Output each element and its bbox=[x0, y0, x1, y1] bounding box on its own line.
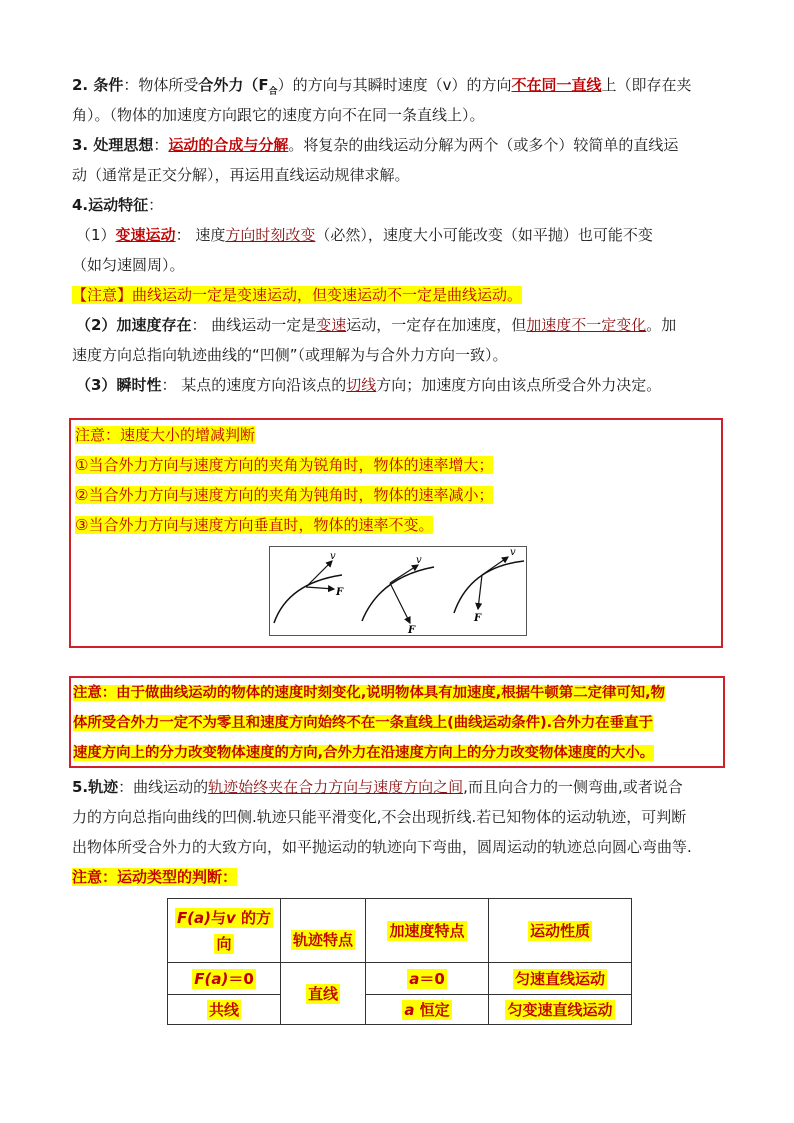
point-3-text-2: 方向；加速度方向由该点所受合外力决定。 bbox=[376, 376, 662, 394]
motion-type-table bbox=[167, 898, 632, 1025]
table-row bbox=[168, 963, 632, 995]
cell-force-zero: F(a)＝0 bbox=[168, 963, 281, 995]
point-1-term: 变速运动 bbox=[115, 226, 176, 244]
section-2-text: ：物体所受 bbox=[123, 76, 199, 94]
v-label-3: v bbox=[510, 547, 516, 558]
header-acceleration: 加速度特点 bbox=[366, 899, 489, 963]
point-3-number: （3） bbox=[76, 376, 117, 394]
point-1-colon: ： 速度 bbox=[175, 226, 226, 244]
box-2-line-3: 速度方向上的分力改变物体速度的方向,合外力在沿速度方向上的分力改变物体速度的大小。 bbox=[73, 745, 655, 761]
point-3-emphasis: 切线 bbox=[346, 376, 377, 394]
v-label-2: v bbox=[416, 555, 422, 566]
cell-acceleration-constant: a 恒定 bbox=[366, 995, 489, 1025]
section-3-colon: ： bbox=[153, 136, 169, 154]
force-arrow-1 bbox=[306, 587, 334, 589]
section-2-emphasis: 不在同一直线 bbox=[511, 76, 602, 94]
section-5-emphasis: 轨迹始终夹在合力方向与速度方向之间 bbox=[208, 778, 464, 796]
velocity-arrow-1 bbox=[306, 561, 332, 587]
point-3-term: 瞬时性 bbox=[116, 376, 162, 394]
point-2-text-2: 运动，一定存在加速度，但 bbox=[346, 316, 527, 334]
f-label-2: F bbox=[408, 625, 416, 635]
section-4-heading bbox=[72, 190, 728, 220]
f-label-1: F bbox=[336, 587, 344, 598]
acceleration-note-box bbox=[69, 676, 725, 768]
point-1-text: （必然），速度大小可能改变（如平抛）也可能不变 bbox=[315, 226, 653, 244]
section-2-line-1 bbox=[72, 70, 728, 100]
section-5-number: 5.轨迹 bbox=[72, 778, 119, 796]
header-direction: F(a)与v 的方 向 bbox=[168, 899, 281, 963]
point-2-text-3: 。加 bbox=[646, 316, 677, 334]
header-motion-nature: 运动性质 bbox=[489, 899, 632, 963]
force-arrow-3 bbox=[478, 575, 482, 609]
box-2-line-2: 体所受合外力一定不为零且和速度方向始终不在一条直线上(曲线运动条件).合外力在垂直于 bbox=[73, 715, 653, 731]
trajectory-curve-1 bbox=[274, 575, 342, 623]
velocity-arrow-2 bbox=[390, 565, 418, 583]
section-4-heading-text: 4.运动特征 bbox=[72, 196, 149, 214]
section-4-point-2 bbox=[72, 310, 728, 340]
section-4-note-text: 【注意】曲线运动一定是变速运动，但变速运动不一定是曲线运动。 bbox=[72, 286, 523, 304]
velocity-force-diagram bbox=[270, 547, 526, 635]
section-3-text: 。将复杂的曲线运动分解为两个（或多个）较简单的直线运 bbox=[288, 136, 679, 154]
section-5-note-text: 注意：运动类型的判断： bbox=[72, 868, 238, 886]
box-1-item-2: ②当合外力方向与速度方向的夹角为钝角时，物体的速率减小； bbox=[75, 486, 494, 504]
section-5-text-2: ,而且向合力的一侧弯曲,或者说合 bbox=[463, 778, 683, 796]
trajectory-curve-3 bbox=[454, 561, 524, 613]
section-2-text-3: 上（即存在夹 bbox=[601, 76, 692, 94]
section-4-point-3 bbox=[72, 370, 728, 400]
cell-acceleration-zero: a＝0 bbox=[366, 963, 489, 995]
section-2-number: 2. 条件 bbox=[72, 76, 124, 94]
force-arrow-2 bbox=[390, 583, 410, 623]
point-3-text-1: ： 某点的速度方向沿该点的 bbox=[161, 376, 347, 394]
section-5-line-1 bbox=[72, 772, 732, 802]
cell-collinear: 共线 bbox=[168, 995, 281, 1025]
table-row bbox=[168, 995, 632, 1025]
section-4-point-1 bbox=[72, 220, 728, 250]
trajectory-curve-2 bbox=[362, 567, 434, 621]
box-1-item-3: ③当合外力方向与速度方向垂直时，物体的速率不变。 bbox=[75, 516, 434, 534]
section-3-line-2: 动（通常是正交分解），再运用直线运动规律求解。 bbox=[72, 166, 410, 184]
box-2-line-1: 注意：由于做曲线运动的物体的速度时刻变化,说明物体具有加速度,根据牛顿第二定律可知,物 bbox=[73, 685, 666, 701]
point-2-text-1: ： 曲线运动一定是 bbox=[191, 316, 317, 334]
box-1-item-1: ①当合外力方向与速度方向的夹角为锐角时，物体的速率增大； bbox=[75, 456, 494, 474]
section-5-line-3: 出物体所受合外力的大致方向，如平抛运动的轨迹向下弯曲，圆周运动的轨迹总向圆心弯曲等. bbox=[72, 838, 692, 856]
cell-straight-line: 直线 bbox=[281, 963, 366, 1025]
speed-change-note-box bbox=[69, 418, 723, 648]
point-2-emphasis-1: 变速 bbox=[316, 316, 347, 334]
cell-uniformly-accelerated-linear: 匀变速直线运动 bbox=[489, 995, 632, 1025]
section-4-point-1-line-2: （如匀速圆周）。 bbox=[72, 256, 185, 274]
v-label-1: v bbox=[330, 551, 336, 562]
section-5-text-1: ：曲线运动的 bbox=[118, 778, 209, 796]
f-label-3: F bbox=[474, 613, 482, 624]
section-3-number: 3. 处理思想 bbox=[72, 136, 154, 154]
section-4-colon: ： bbox=[148, 196, 164, 214]
section-2-term: 合外力（$F_合$ bbox=[198, 76, 278, 97]
header-trajectory: 轨迹特点 bbox=[281, 899, 366, 963]
section-5-line-2: 力的方向总指向曲线的凹侧.轨迹只能平滑变化,不会出现折线.若已知物体的运动轨迹，可判断 bbox=[72, 808, 687, 826]
box-1-title: 注意：速度大小的增减判断 bbox=[75, 426, 256, 444]
point-2-emphasis-2: 加速度不一定变化 bbox=[526, 316, 647, 334]
section-5-note bbox=[72, 862, 732, 892]
point-1-number: （1） bbox=[76, 226, 116, 244]
point-2-term: 加速度存在 bbox=[116, 316, 192, 334]
section-4-point-2-line-2: 速度方向总指向轨迹曲线的“凹侧”（或理解为与合外力方向一致）。 bbox=[72, 346, 508, 364]
velocity-arrow-3 bbox=[482, 557, 508, 575]
section-3-line-1 bbox=[72, 130, 728, 160]
section-4-note bbox=[72, 280, 728, 310]
section-2-line-2: 角）。（物体的加速度方向跟它的速度方向不在同一条直线上）。 bbox=[72, 106, 485, 124]
cell-uniform-linear: 匀速直线运动 bbox=[489, 963, 632, 995]
point-1-emphasis: 方向时刻改变 bbox=[225, 226, 316, 244]
point-2-number: （2） bbox=[76, 316, 117, 334]
section-2-text-2: ）的方向与其瞬时速度（v）的方向 bbox=[277, 76, 512, 94]
velocity-force-figure bbox=[269, 546, 527, 636]
section-3-emphasis: 运动的合成与分解 bbox=[168, 136, 289, 154]
